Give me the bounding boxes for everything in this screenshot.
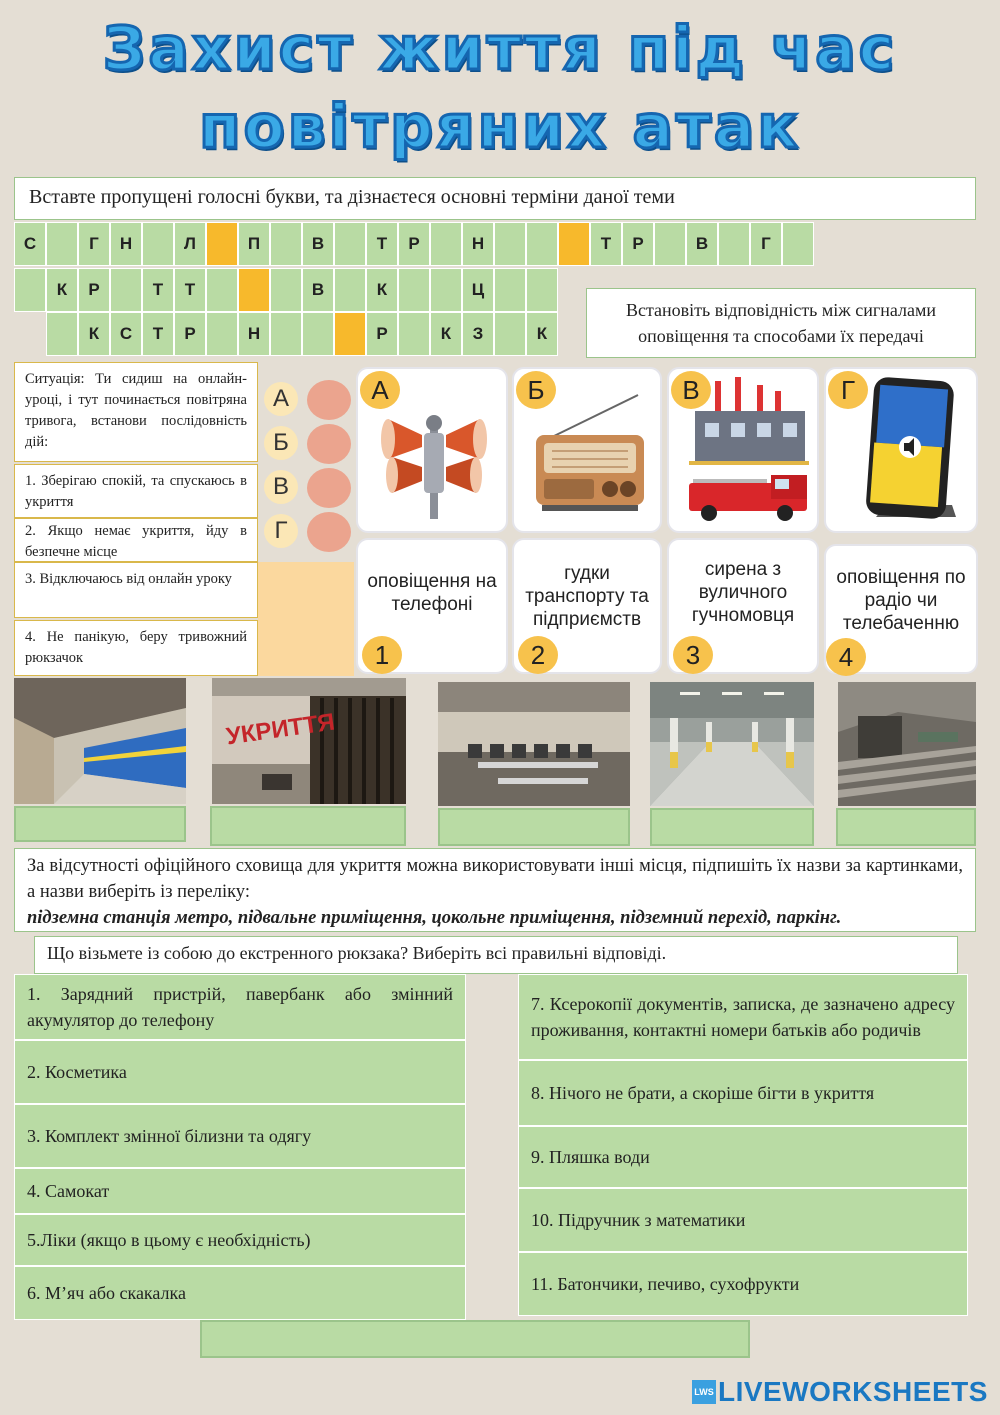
crossword-letter-cell: Р [366,312,398,356]
crossword-letter-cell: Р [78,268,110,312]
sequence-letter-b: Б [264,426,298,460]
crossword-letter-cell: С [110,312,142,356]
crossword-blank-cell[interactable] [654,222,686,266]
crossword-blank-cell[interactable] [334,268,366,312]
crossword-blank-cell[interactable] [334,312,366,356]
crossword-blank-cell[interactable] [46,222,78,266]
crossword-blank-cell[interactable] [430,222,462,266]
method-text: гудки транспорту та підприємств [525,563,649,630]
backpack-option-6[interactable]: 6. М’яч або скакалка [14,1266,466,1320]
method-number-badge: 4 [826,638,866,676]
backpack-answer-field[interactable] [200,1320,750,1358]
crossword-blank-cell[interactable] [558,222,590,266]
crossword-letter-cell: Н [462,222,494,266]
crossword-blank-cell[interactable] [270,222,302,266]
sequence-drop-b[interactable] [307,424,351,464]
crossword-letter-cell: П [238,222,270,266]
basement-shelter-photo [212,678,406,804]
crossword-blank-cell[interactable] [206,222,238,266]
underpass-photo [838,682,976,806]
crossword-instruction: Вставте пропущені голосні букви, та дізнаєтеся основні терміни даної теми [14,177,976,220]
sequence-letter-a: А [264,382,298,416]
crossword-letter-cell: Т [590,222,622,266]
crossword-letter-cell: К [430,312,462,356]
places-instruction [14,848,976,932]
crossword-letter-cell: К [46,268,78,312]
crossword-blank-cell[interactable] [238,268,270,312]
method-number-badge: 2 [518,636,558,674]
crossword-letter-cell: В [686,222,718,266]
crossword-letter-cell: В [302,268,334,312]
backpack-option-10[interactable]: 10. Підручник з математики [518,1188,968,1252]
crossword-blank-cell[interactable] [46,312,78,356]
liveworksheets-brand: LIVEWORKSHEETS [718,1376,988,1407]
radio-icon [528,389,652,517]
crossword-letter-cell: Л [174,222,206,266]
crossword-letter-cell: К [78,312,110,356]
card-loudspeaker[interactable] [356,367,508,533]
crossword-blank-cell[interactable] [14,268,46,312]
photo-answer-field-2[interactable] [210,806,406,846]
crossword-letter-cell: Р [622,222,654,266]
method-text: оповіщення по радіо чи телебаченню [836,567,966,634]
situation-step-4[interactable]: 4. Не панікую, беру тривожний рюкзачок [14,620,258,676]
liveworksheets-icon: LWS [692,1380,716,1404]
crossword-letter-cell: З [462,312,494,356]
method-number-badge: 1 [362,636,402,674]
backpack-option-4[interactable]: 4. Самокат [14,1168,466,1214]
crossword-blank-cell[interactable] [718,222,750,266]
method-card-3[interactable] [667,538,819,674]
crossword-letter-cell: Т [142,268,174,312]
backpack-option-11[interactable]: 11. Батончики, печиво, сухофрукти [518,1252,968,1316]
crossword-blank-cell[interactable] [430,268,462,312]
crossword-letter-cell: Н [238,312,270,356]
crossword-letter-cell: Т [142,312,174,356]
crossword-letter-cell: Р [398,222,430,266]
card-factory[interactable] [667,367,819,533]
crossword-letter-cell: В [302,222,334,266]
crossword-blank-cell[interactable] [782,222,814,266]
situation-step-3[interactable]: 3. Відключаюсь від онлайн уроку [14,562,258,618]
situation-step-2[interactable]: 2. Якщо немає укриття, йду в безпечне місце [14,518,258,562]
crossword-blank-cell[interactable] [398,312,430,356]
matching-instruction: Встановіть відповідність між сигналами оповіщення та способами їх передачі [586,288,976,358]
crossword-letter-cell: К [526,312,558,356]
metro-photo [14,678,186,804]
backpack-option-9[interactable]: 9. Пляшка води [518,1126,968,1188]
method-text: сирена з вуличного гучномовця [691,559,795,626]
crossword-blank-cell[interactable] [526,222,558,266]
places-list: підземна станція метро, підвальне приміщення, цокольне приміщення, підземний перехід, паркінг. [27,908,842,928]
photo-answer-field-1[interactable] [14,806,186,842]
sequence-drop-a[interactable] [307,380,351,420]
crossword-blank-cell[interactable] [206,312,238,356]
places-instruction-text: За відсутності офіційного сховища для укриття можна використовувати інші місця, підпишіть їх назви за картинками, а назви виберіть із переліку: [27,856,963,902]
shelter-sign-text: УКРИТТЯ [224,708,337,751]
card-letter-badge: А [360,371,400,409]
backpack-option-2[interactable]: 2. Косметика [14,1040,466,1104]
sequence-drop-g[interactable] [307,512,351,552]
parking-photo [650,682,814,806]
crossword-blank-cell[interactable] [270,312,302,356]
card-phone[interactable] [824,367,978,533]
page-title-line2: повітряних атак [198,92,802,162]
photo-answer-field-3[interactable] [438,808,630,846]
card-letter-badge: В [671,371,711,409]
crossword-blank-cell[interactable] [270,268,302,312]
crossword-blank-cell[interactable] [142,222,174,266]
situation-step-1[interactable]: 1. Зберігаю спокій, та спускаюсь в укриття [14,464,258,518]
crossword-row-3 [46,312,558,356]
backpack-option-1[interactable]: 1. Зарядний пристрій, павербанк або змінний акумулятор до телефону [14,974,466,1040]
card-letter-badge: Б [516,371,556,409]
crossword-letter-cell: Г [750,222,782,266]
crossword-blank-cell[interactable] [494,268,526,312]
backpack-option-7[interactable]: 7. Ксерокопії документів, записка, де зазначено адресу проживання, контактні номери батьків або родичів [518,974,968,1060]
crossword-letter-cell: Т [366,222,398,266]
plinth-room-photo [438,682,630,806]
factory-firetruck-icon [675,375,815,527]
crossword-letter-cell: С [14,222,46,266]
loudspeaker-siren-icon [374,393,494,521]
situation-intro: Ситуація: Ти сидиш на онлайн-уроці, і тут починається повітряна тривога, встанови послідовність дій: [14,362,258,462]
backpack-instruction: Що візьмете із собою до екстренного рюкзака? Виберіть всі правильні відповіді. [34,936,958,974]
page-title-line1: Захист життя під час [102,14,898,84]
method-card-1[interactable] [356,538,508,674]
crossword-letter-cell: Т [174,268,206,312]
backpack-option-5[interactable]: 5.Ліки (якщо в цьому є необхідність) [14,1214,466,1266]
photo-answer-field-4[interactable] [650,808,814,846]
crossword-letter-cell: Р [174,312,206,356]
sequence-drop-v[interactable] [307,468,351,508]
sequence-letter-g: Г [264,514,298,548]
crossword-row-1 [14,222,814,266]
crossword-letter-cell: Ц [462,268,494,312]
card-radio[interactable] [512,367,662,533]
crossword-blank-cell[interactable] [526,268,558,312]
backpack-option-8[interactable]: 8. Нічого не брати, а скоріше бігти в укриття [518,1060,968,1126]
method-card-2[interactable] [512,538,662,674]
backpack-option-3[interactable]: 3. Комплект змінної білизни та одягу [14,1104,466,1168]
crossword-blank-cell[interactable] [494,312,526,356]
sequence-answer-area [258,562,354,676]
card-letter-badge: Г [828,371,868,409]
crossword-blank-cell[interactable] [334,222,366,266]
smartphone-alert-icon [856,377,966,529]
crossword-letter-cell: Г [78,222,110,266]
crossword-blank-cell[interactable] [398,268,430,312]
method-number-badge: 3 [673,636,713,674]
crossword-letter-cell: Н [110,222,142,266]
method-card-4[interactable] [824,544,978,674]
method-text: оповіщення на телефоні [367,571,497,615]
crossword-blank-cell[interactable] [494,222,526,266]
sequence-letter-v: В [264,470,298,504]
photo-answer-field-5[interactable] [836,808,976,846]
crossword-blank-cell[interactable] [302,312,334,356]
crossword-blank-cell[interactable] [110,268,142,312]
crossword-letter-cell: К [366,268,398,312]
crossword-row-2 [14,268,558,312]
liveworksheets-logo[interactable] [692,1376,988,1408]
crossword-blank-cell[interactable] [206,268,238,312]
